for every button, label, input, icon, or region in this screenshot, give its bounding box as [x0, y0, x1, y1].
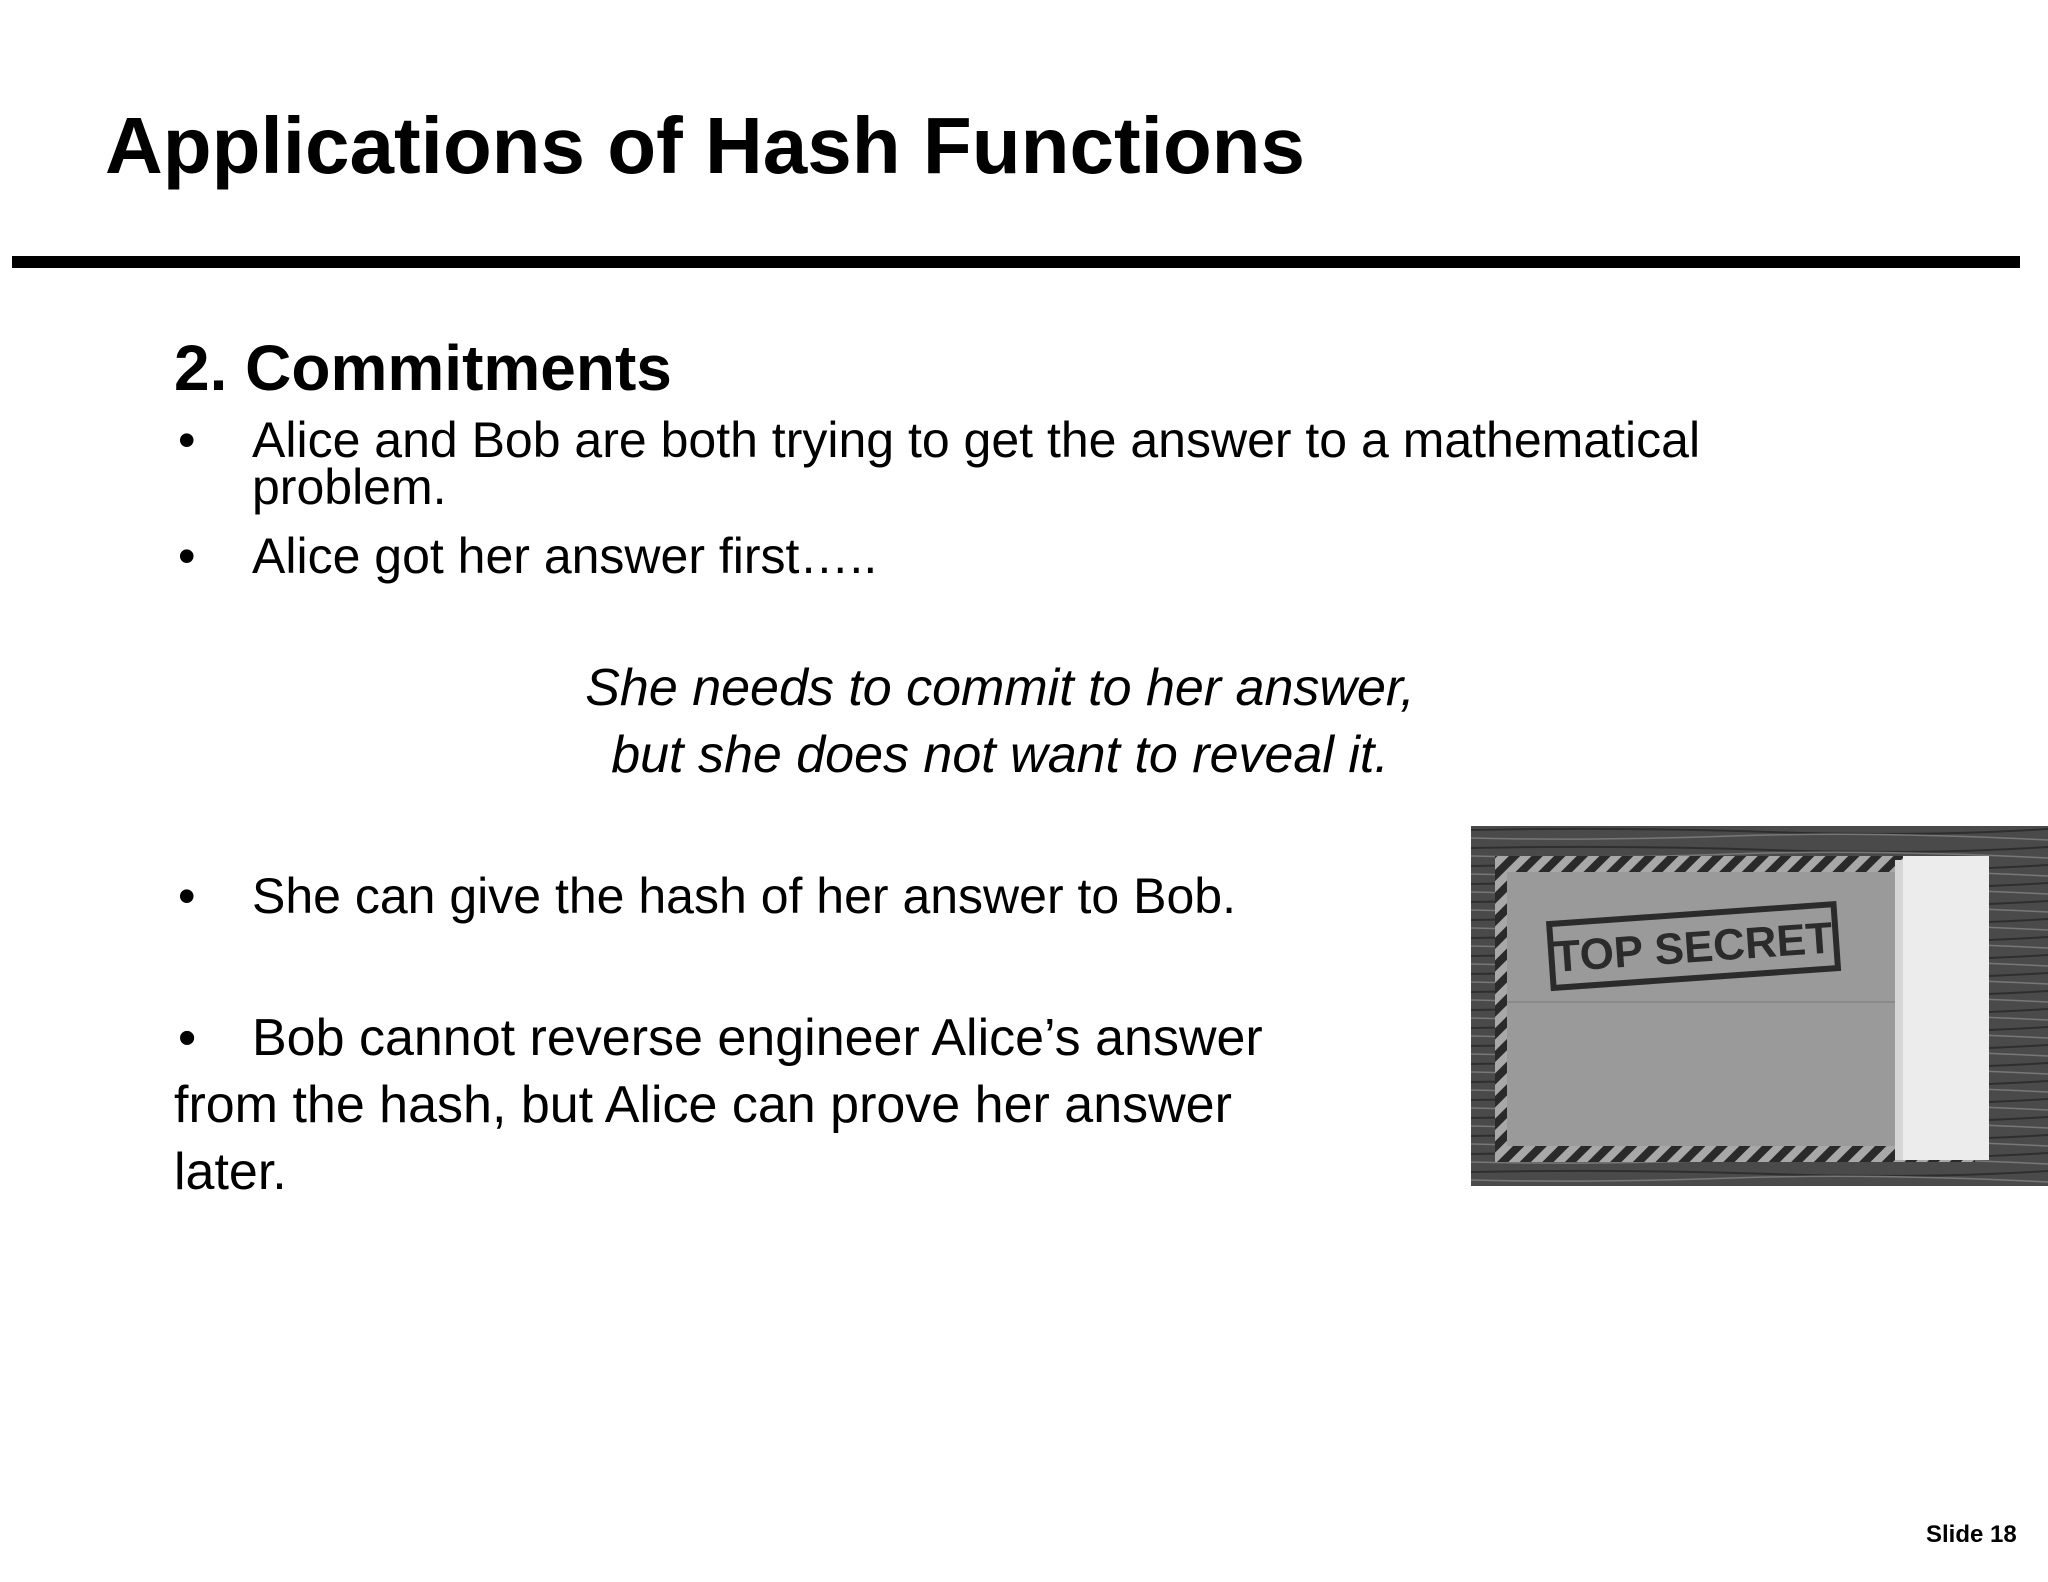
title-divider: [12, 256, 2020, 268]
slide-title: Applications of Hash Functions: [105, 101, 1306, 190]
paper-sheet: [1895, 856, 1989, 1160]
bullet-text: Alice got her answer first…..: [252, 528, 878, 584]
bullet-line: from the hash, but Alice can prove her answer: [174, 1076, 1232, 1134]
bullet-line: problem.: [252, 459, 447, 515]
bullet-icon: •: [178, 868, 196, 924]
svg-text:TOP SECRET: TOP SECRET: [1552, 913, 1835, 982]
bullet-icon: •: [178, 528, 196, 584]
commitment-quote: [400, 655, 1600, 789]
bullet-icon: •: [178, 412, 196, 468]
bullet-text: [252, 414, 1700, 514]
quote-line: She needs to commit to her answer,: [585, 659, 1415, 717]
bullet-line: Bob cannot reverse engineer Alice’s answer: [252, 1009, 1263, 1067]
bullet-icon: •: [178, 1009, 197, 1067]
bullet-line: Alice and Bob are both trying to get the answer to a mathematical: [252, 412, 1701, 468]
slide-number: Slide 18: [1926, 1521, 2017, 1548]
section-heading: 2. Commitments: [174, 332, 672, 404]
top-secret-envelope-image: [1471, 826, 2048, 1186]
bullet-item-4: [174, 1005, 1263, 1206]
bullet-line: later.: [174, 1143, 287, 1201]
quote-line: but she does not want to reveal it.: [611, 726, 1389, 784]
bullet-text: She can give the hash of her answer to Bob.: [252, 868, 1236, 924]
